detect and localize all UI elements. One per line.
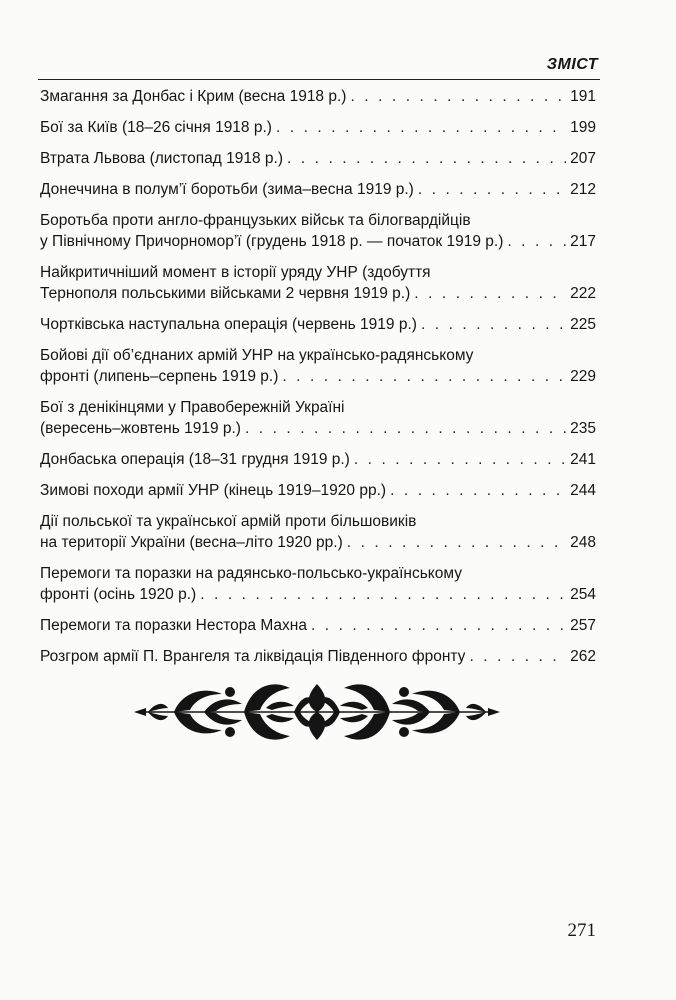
dot-leader bbox=[245, 418, 566, 439]
toc-entry bbox=[40, 480, 596, 501]
toc-entry-page: 199 bbox=[570, 119, 596, 136]
toc-entry-line bbox=[40, 449, 596, 470]
toc-entry-line bbox=[40, 584, 596, 605]
toc-entry-title: Донеччина в полум’ї боротьби (зима–весна 1919 р.) bbox=[40, 181, 414, 198]
toc-entry-page: 207 bbox=[570, 150, 596, 167]
toc-entry-line bbox=[40, 314, 596, 335]
toc-entry-title: Розгром армії П. Врангеля та ліквідація Південного фронту bbox=[40, 648, 466, 665]
toc-entry bbox=[40, 262, 596, 304]
toc-entry bbox=[40, 449, 596, 470]
dot-leader bbox=[282, 366, 566, 387]
toc-entry-title: Донбаська операція (18–31 грудня 1919 р.) bbox=[40, 451, 350, 468]
toc-entry bbox=[40, 615, 596, 636]
toc-entry bbox=[40, 86, 596, 107]
toc-entry-page: 257 bbox=[570, 617, 596, 634]
toc-entry-title: на території України (весна–літо 1920 рр.) bbox=[40, 534, 343, 551]
toc-entry bbox=[40, 345, 596, 387]
toc-entry-title: у Північному Причорномор’ї (грудень 1918 р. — початок 1919 р.) bbox=[40, 233, 504, 250]
toc-entry-line bbox=[40, 345, 596, 366]
dot-leader bbox=[276, 117, 566, 138]
toc-entry-line bbox=[40, 397, 596, 418]
toc-entry-page: 244 bbox=[570, 482, 596, 499]
dot-leader bbox=[418, 179, 566, 200]
toc-entry-line bbox=[40, 179, 596, 200]
toc-entry-title: Зимові походи армії УНР (кінець 1919–1920 рр.) bbox=[40, 482, 387, 499]
header-rule bbox=[38, 79, 600, 80]
toc-entry-line bbox=[40, 117, 596, 138]
toc-entry-title: Найкритичніший момент в історії уряду УНР (здобуття bbox=[40, 264, 431, 281]
toc-entry bbox=[40, 148, 596, 169]
toc-entry-title: Бойові дії об’єднаних армій УНР на українсько-радянському bbox=[40, 347, 474, 364]
dot-leader bbox=[311, 615, 566, 636]
dot-leader bbox=[350, 86, 566, 107]
floral-ornament-icon bbox=[134, 678, 500, 746]
toc-entry-page: 212 bbox=[570, 181, 596, 198]
toc-entry-line bbox=[40, 532, 596, 553]
toc-entry-page: 191 bbox=[570, 88, 596, 105]
toc-entry-title: фронті (осінь 1920 р.) bbox=[40, 586, 197, 603]
page-number: 271 bbox=[567, 920, 596, 941]
toc-entry-line bbox=[40, 366, 596, 387]
toc-entry-title: Дії польської та української армій проти більшовиків bbox=[40, 513, 417, 530]
toc-entry-page: 222 bbox=[570, 285, 596, 302]
running-head: ЗМІСТ bbox=[546, 56, 598, 73]
toc-entry-line bbox=[40, 480, 596, 501]
toc-entry-page: 241 bbox=[570, 451, 596, 468]
toc-entry-title: Перемоги та поразки Нестора Махна bbox=[40, 617, 307, 634]
toc-entry bbox=[40, 210, 596, 252]
toc-entry bbox=[40, 314, 596, 335]
toc-entry-title: (вересень–жовтень 1919 р.) bbox=[40, 420, 241, 437]
dot-leader bbox=[287, 148, 566, 169]
toc-entry-line bbox=[40, 86, 596, 107]
toc-entry-page: 254 bbox=[570, 586, 596, 603]
toc-entry-page: 225 bbox=[570, 316, 596, 333]
toc-entry bbox=[40, 179, 596, 200]
toc-entry-page: 262 bbox=[570, 648, 596, 665]
toc-entry-title: Боротьба проти англо-французьких військ та білогвардійців bbox=[40, 212, 471, 229]
dot-leader bbox=[421, 314, 566, 335]
dot-leader bbox=[390, 480, 566, 501]
toc-entry-line bbox=[40, 615, 596, 636]
toc-entry-line bbox=[40, 283, 596, 304]
toc-entry-page: 229 bbox=[570, 368, 596, 385]
dot-leader bbox=[347, 532, 566, 553]
toc-entry-title: Втрата Львова (листопад 1918 р.) bbox=[40, 150, 283, 167]
toc-entry-title: Бої за Київ (18–26 січня 1918 р.) bbox=[40, 119, 272, 136]
toc-entry-line bbox=[40, 231, 596, 252]
dot-leader bbox=[354, 449, 566, 470]
toc-entry-line bbox=[40, 262, 596, 283]
toc-entry-title: Бої з денікінцями у Правобережній Україні bbox=[40, 399, 345, 416]
toc-entry-line bbox=[40, 646, 596, 667]
toc-entry-title: Чортківська наступальна операція (червень 1919 р.) bbox=[40, 316, 417, 333]
toc-entry-title: Тернополя польськими військами 2 червня 1919 р.) bbox=[40, 285, 411, 302]
toc-entry-line bbox=[40, 148, 596, 169]
toc-entry-line bbox=[40, 418, 596, 439]
toc-entry-line bbox=[40, 563, 596, 584]
dot-leader bbox=[507, 231, 566, 252]
dot-leader bbox=[414, 283, 566, 304]
toc-entry-title: Перемоги та поразки на радянсько-польсько-українському bbox=[40, 565, 462, 582]
toc-entry bbox=[40, 563, 596, 605]
toc-entry bbox=[40, 511, 596, 553]
table-of-contents bbox=[40, 86, 596, 677]
toc-entry-title: фронті (липень–серпень 1919 р.) bbox=[40, 368, 279, 385]
toc-entry bbox=[40, 646, 596, 667]
toc-entry bbox=[40, 397, 596, 439]
dot-leader bbox=[469, 646, 566, 667]
toc-entry-title: Змагання за Донбас і Крим (весна 1918 р.) bbox=[40, 88, 347, 105]
toc-entry-page: 248 bbox=[570, 534, 596, 551]
toc-entry-line bbox=[40, 511, 596, 532]
toc-entry-page: 217 bbox=[570, 233, 596, 250]
toc-entry bbox=[40, 117, 596, 138]
toc-entry-line bbox=[40, 210, 596, 231]
toc-entry-page: 235 bbox=[570, 420, 596, 437]
dot-leader bbox=[200, 584, 566, 605]
